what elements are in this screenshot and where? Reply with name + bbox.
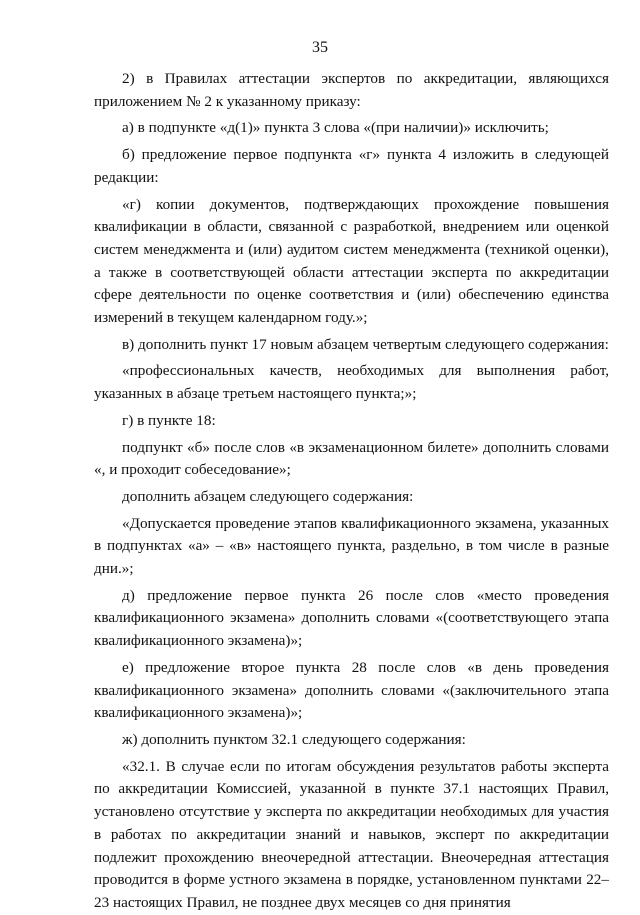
paragraph-quote-allowed: «Допускается проведение этапов квалификационного экзамена, указанных в подпунктах «а» – «в» настоящего пункта, раздельно, в том числе в разные дни.»; (94, 514, 609, 578)
paragraph-quote-professional: «профессиональных качеств, необходимых для выполнения работ, указанных в абзаце третьем настоящего пункта;»; (94, 362, 609, 403)
paragraph-subitem-b: б) предложение первое подпункта «г» пункта 4 изложить в следующей редакции: (94, 146, 609, 186)
paragraph-subitem-zh: ж) дополнить пунктом 32.1 следующего содержания: (122, 730, 466, 748)
page-number: 35 (312, 39, 328, 56)
paragraph-quote-g: «г) копии документов, подтверждающих прохождение повышения квалификации в области, связанной с разработкой, внедрением или оценкой систем менеджмента и (или) аудитом систем менеджмента (техникой оценки), а также в соответствующей области аттестации эксперта по аккредитации сфере деятельности по оценке соответствия и (или) обеспечению единства измерений в текущем календарном году.»; (94, 195, 609, 327)
paragraph-quote-32-1: «32.1. В случае если по итогам обсуждения результатов работы эксперта по аккредитации Комиссией, указанной в пункте 37.1 настоящих Правил, установлено отсутствие у эксперта по аккредитации необходимых для участия в работах по аккредитации знаний и навыков, эксперт по аккредитации подлежит прохождению внеочередной аттестации. Внеочередная аттестация проводится в форме устного экзамена в порядке, установленном пунктами 22–23 настоящих Правил, не позднее двух месяцев со дня принятия (94, 757, 609, 911)
paragraph-subitem-v: в) дополнить пункт 17 новым абзацем четвертым следующего содержания: (122, 335, 609, 353)
paragraph-add-paragraph: дополнить абзацем следующего содержания: (122, 487, 414, 505)
paragraph-item-2: 2) в Правилах аттестации экспертов по аккредитации, являющихся приложением № 2 к указанному приказу: (94, 70, 609, 110)
paragraph-subitem-d: д) предложение первое пункта 26 после слов «место проведения квалификационного экзамена» дополнить словами «(соответствующего этапа квалификационного экзамена)»; (94, 586, 609, 650)
document-body (94, 68, 609, 915)
paragraph-subitem-e: е) предложение второе пункта 28 после слов «в день проведения квалификационного экзамена» дополнить словами «(заключительного этапа квалификационного экзамена)»; (94, 658, 609, 722)
paragraph-subitem-g: г) в пункте 18: (122, 411, 216, 429)
paragraph-subpoint-b: подпункт «б» после слов «в экзаменационном билете» дополнить словами «, и проходит собеседование»; (94, 438, 609, 479)
paragraph-subitem-a: а) в подпункте «д(1)» пункта 3 слова «(при наличии)» исключить; (122, 119, 549, 137)
